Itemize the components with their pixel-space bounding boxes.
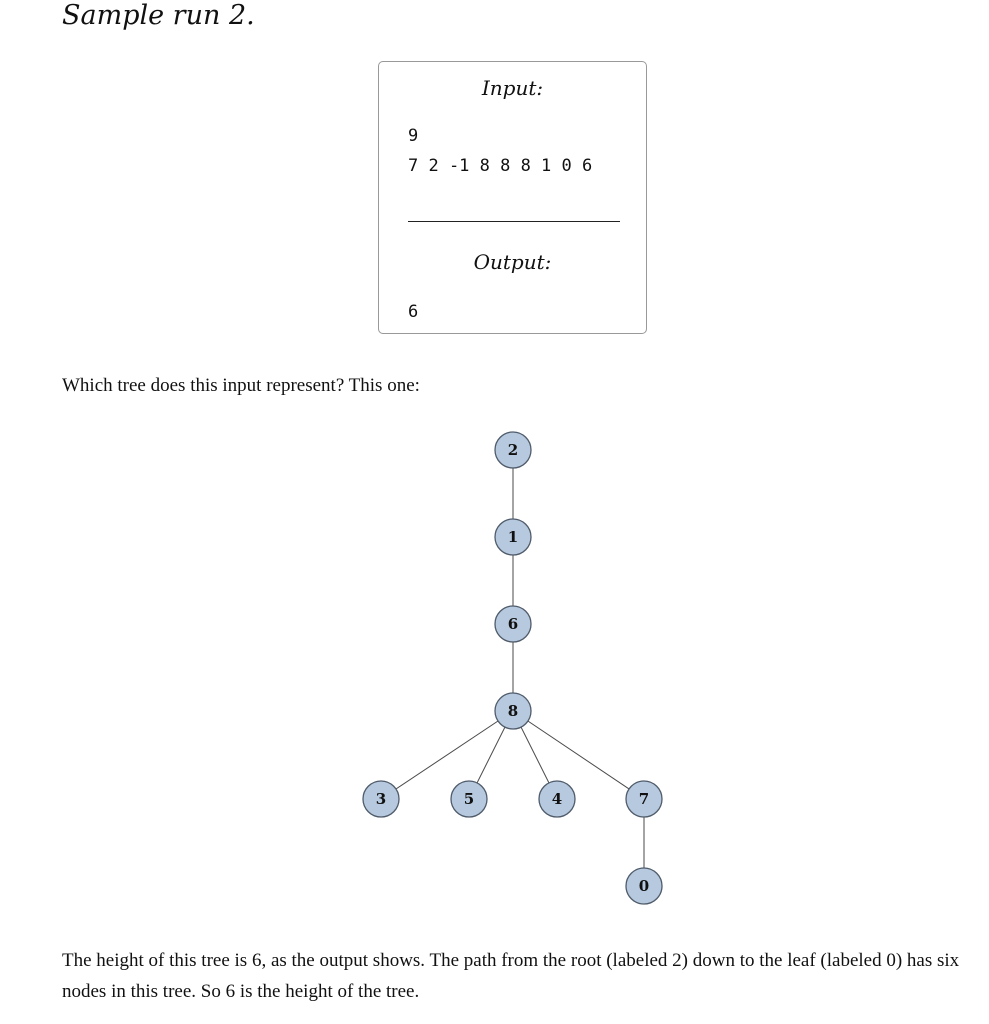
tree-node-label: 8 — [507, 702, 519, 720]
tree-node-3 — [363, 781, 399, 817]
input-line: 7 2 -1 8 8 8 1 0 6 — [408, 156, 593, 176]
tree-node-2 — [495, 432, 531, 468]
tree-node-8 — [495, 693, 531, 729]
output-title: Output: — [473, 250, 552, 274]
input-title: Input: — [481, 76, 544, 100]
tree-edge-8-7 — [513, 711, 644, 799]
explanation-paragraph: The height of this tree is 6, as the output shows. The path from the root (labeled 2) down to the leaf (labeled 0) has six nodes in this tree. So 6 is the height of the tree. — [62, 950, 960, 1002]
output-line: 6 — [408, 302, 419, 322]
tree-node-label: 1 — [507, 528, 519, 546]
tree-node-0 — [626, 868, 662, 904]
tree-edge-8-3 — [381, 711, 513, 799]
tree-node-label: 7 — [638, 790, 650, 808]
section-heading: Sample run 2. — [62, 0, 255, 31]
tree-node-6 — [495, 606, 531, 642]
tree-node-4 — [539, 781, 575, 817]
tree-node-label: 4 — [551, 790, 563, 808]
input-line: 9 — [408, 126, 419, 146]
tree-node-label: 0 — [638, 877, 650, 895]
question-text: Which tree does this input represent? This one: — [62, 375, 420, 396]
tree-node-7 — [626, 781, 662, 817]
tree-node-5 — [451, 781, 487, 817]
tree-node-label: 5 — [463, 790, 475, 808]
tree-node-label: 6 — [507, 615, 519, 633]
tree-node-label: 3 — [375, 790, 387, 808]
tree-node-label: 2 — [507, 441, 519, 459]
tree-node-1 — [495, 519, 531, 555]
